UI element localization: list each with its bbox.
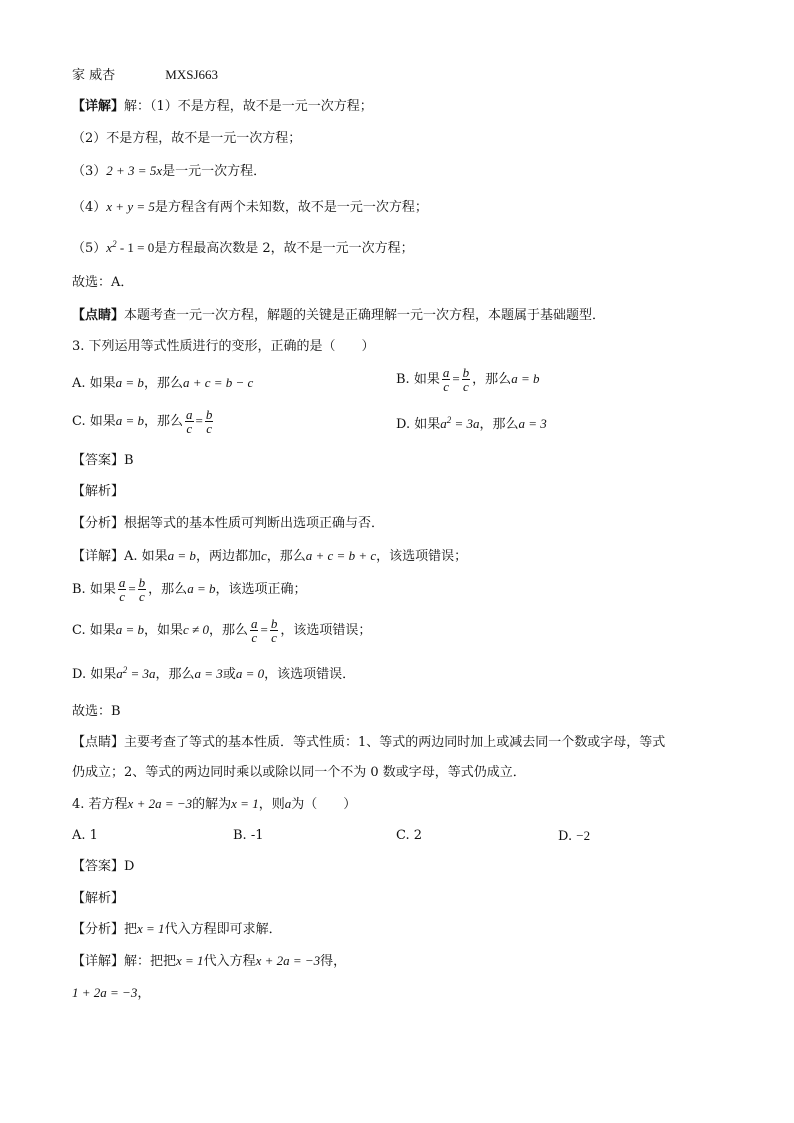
q4-option-d: D. −2 xyxy=(558,828,591,844)
q2-detail-line: 【详解】解：（1）不是方程，故不是一元一次方程； xyxy=(72,99,373,114)
q4-option-b: B. -1 xyxy=(233,828,264,843)
author: 家 威杏 xyxy=(72,68,116,83)
q4-option-a: A. 1 xyxy=(72,828,98,843)
q2-line-2: （2）不是方程，故不是一元一次方程； xyxy=(72,131,302,146)
q4-answer: 【答案】D xyxy=(72,859,135,874)
q3-review-1: 【点睛】主要考查了等式的基本性质．等式性质：1、等式的两边同时加上或减去同一个数或字母，等式 xyxy=(72,735,666,750)
math: 2 + 3 = 5x xyxy=(106,163,163,178)
q3-choice: 故选：B xyxy=(72,704,121,719)
q2-line-5: $(5)x^2 - 1 = 0$是方程最高次数是 2，故不是一元一次方程； xyxy=(72,239,414,256)
q2-choice: 故选：A． xyxy=(72,275,134,290)
q3-option-b: B. 如果 $\frac{a}{c}$ = $\frac{b}{c}$ ，那么a = b xyxy=(396,365,540,394)
q3-detail-d: D. 如果$a^2 = 3a$，那么a = 3或a = 0，该选项错误． xyxy=(72,665,356,682)
q3-option-c: C. 如果a = b，那么 $\frac{a}{c}$ = $\frac{b}{c}$ xyxy=(72,407,213,436)
q3-stem: 3. 下列运用等式性质进行的变形，正确的是（ ） xyxy=(72,339,375,354)
q3-answer: 【答案】B xyxy=(72,453,134,468)
q2-line-3: （3）2 + 3 = 5x是一元一次方程． xyxy=(72,163,267,179)
fraction: $\frac{b}{c}$ xyxy=(138,575,146,604)
header-line xyxy=(72,66,218,85)
math: $x^2 - 1 = 0$ xyxy=(106,239,155,255)
q3-analysis: 【解析】 xyxy=(72,484,125,499)
fraction: $\frac{b}{c}$ xyxy=(462,365,470,394)
q4-detail: 【详解】解：把把x = 1代入方程x + 2a = −3得， xyxy=(72,953,347,969)
q3-detail-a: 【详解】A. 如果a = b，两边都加c，那么a + c = b + c，该选项错误； xyxy=(72,548,468,564)
math: x + y = 5 xyxy=(106,199,155,214)
q3-option-a: A. 如果a = b，那么a + c = b − c xyxy=(72,375,254,391)
fraction: $\frac{a}{c}$ xyxy=(442,365,450,394)
q2-review: 【点睛】本题考查一元一次方程，解题的关键是正确理解一元一次方程，本题属于基础题型． xyxy=(72,308,606,323)
q3-fenxi: 【分析】根据等式的基本性质可判断出选项正确与否． xyxy=(72,516,385,531)
detail-tag: 【详解】 xyxy=(72,99,125,114)
q4-stem: 4. 若方程x + 2a = −3的解为x = 1，则a为（ ） xyxy=(72,796,357,812)
q4-fenxi: 【分析】把x = 1代入方程即可求解． xyxy=(72,921,282,937)
fraction: $\frac{a}{c}$ xyxy=(250,616,258,645)
fraction: $\frac{a}{c}$ xyxy=(186,407,193,436)
fraction: $\frac{b}{c}$ xyxy=(270,616,278,645)
fraction: $\frac{a}{c}$ xyxy=(118,575,126,604)
q4-option-c: C. 2 xyxy=(396,828,423,843)
q4-analysis: 【解析】 xyxy=(72,891,125,906)
q3-detail-b: B. 如果 $\frac{a}{c}$ = $\frac{b}{c}$ ，那么a = b，该选项正确； xyxy=(72,575,307,604)
q2-line-4: （4）x + y = 5是方程含有两个未知数，故不是一元一次方程； xyxy=(72,199,428,215)
q3-review-2: 仍成立；2、等式的两边同时乘以或除以同一个不为 0 数或字母，等式仍成立． xyxy=(72,765,526,780)
q4-last-line: 1 + 2a = −3， xyxy=(72,985,151,1001)
q3-option-d: D. 如果$a^2 = 3a$，那么a = 3 xyxy=(396,415,547,432)
review-tag: 【点睛】 xyxy=(72,308,125,323)
doc-code: MXSJ663 xyxy=(165,67,219,82)
fraction: $\frac{b}{c}$ xyxy=(205,407,213,436)
q3-detail-c: C. 如果a = b，如果c ≠ 0，那么 $\frac{a}{c}$ = $\frac{b}{c}$ ，该选项错误； xyxy=(72,616,372,645)
